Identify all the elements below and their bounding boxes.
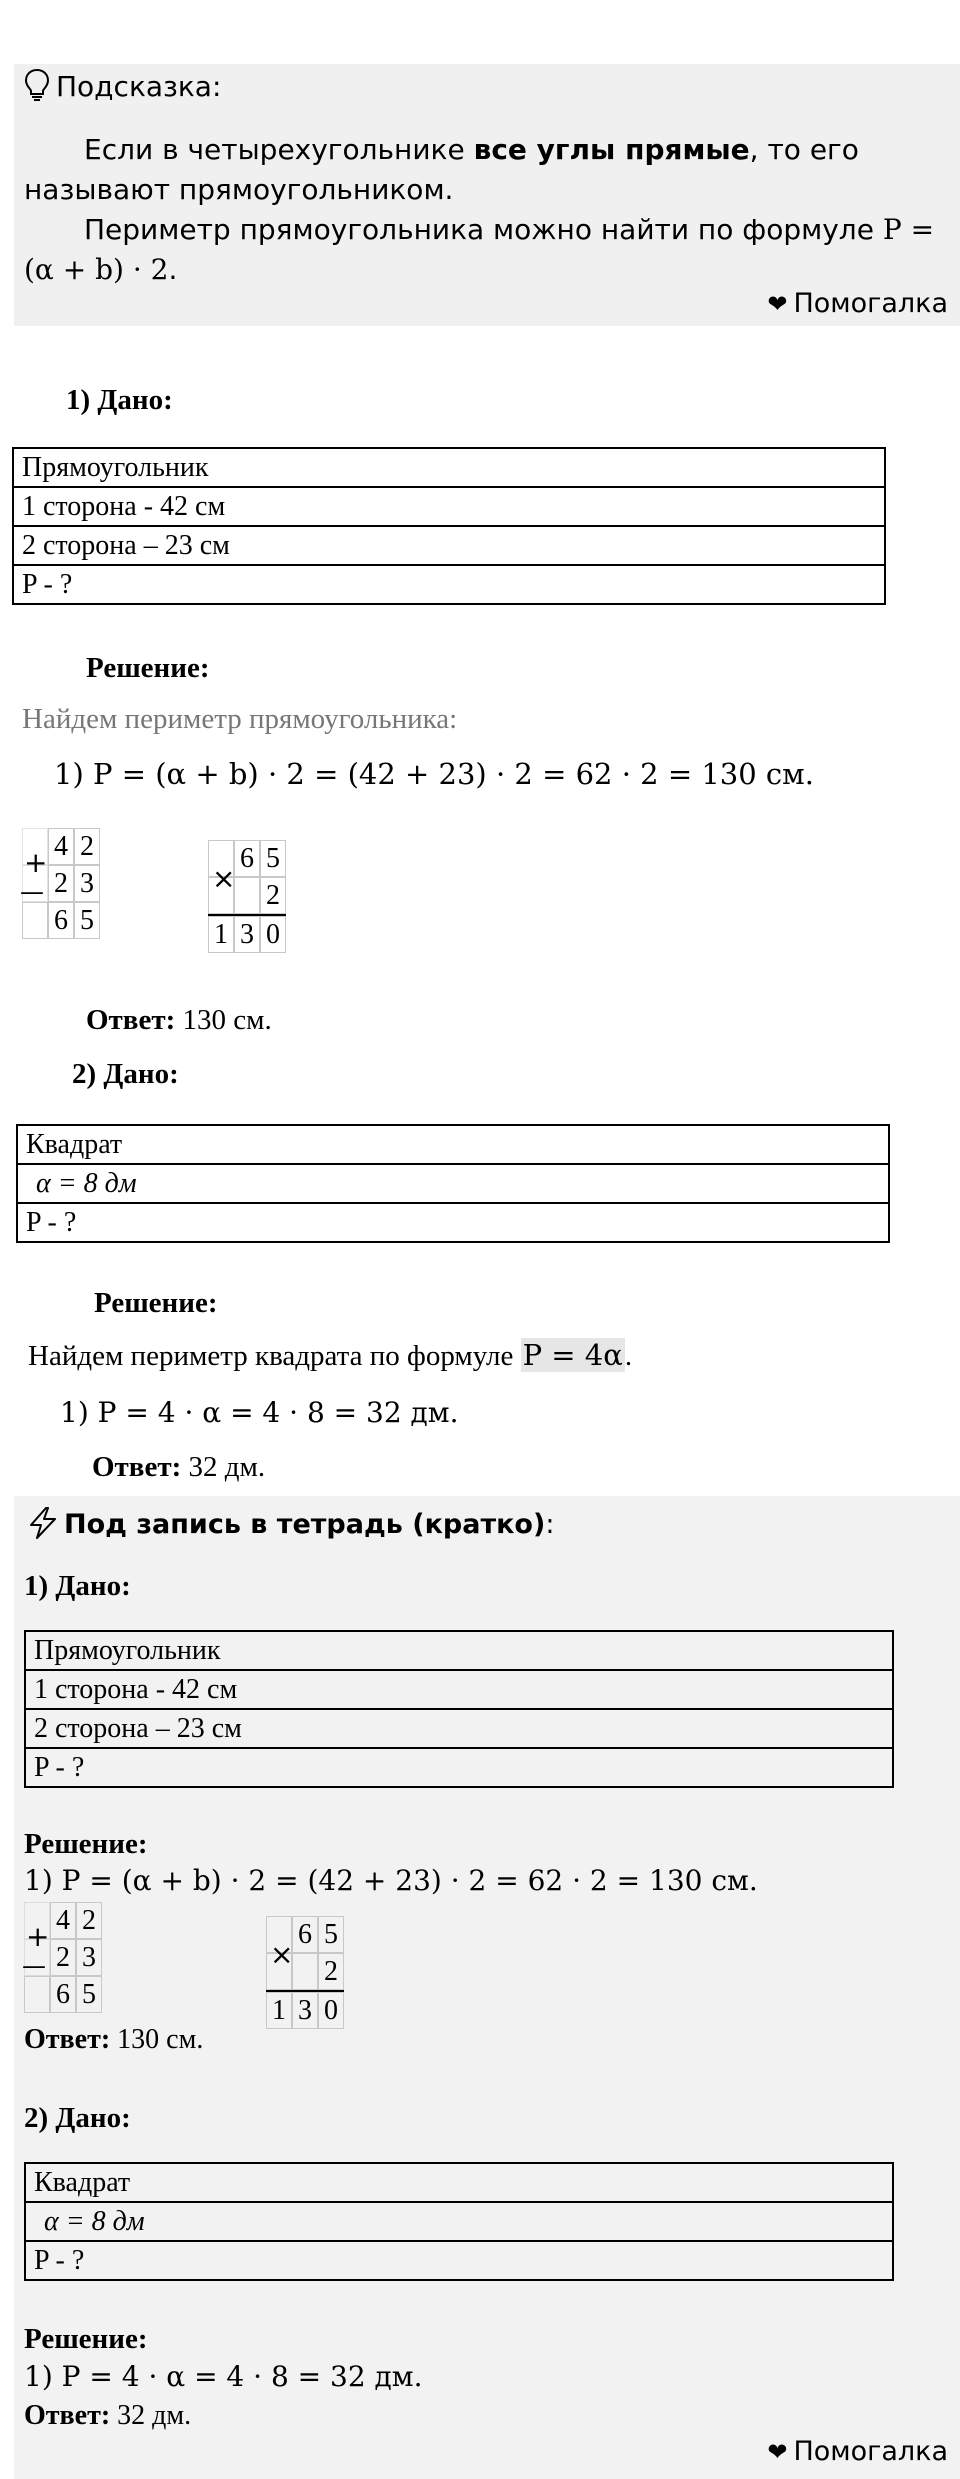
task2-intro: Найдем периметр квадрата по формуле P = 4α.: [28, 1338, 633, 1372]
given-cell: Прямоугольник: [25, 1631, 893, 1670]
minus-sign: —: [20, 878, 44, 906]
minus-sign: —: [22, 1952, 46, 1980]
given-cell: Квадрат: [17, 1125, 889, 1164]
task2-given-table: [16, 1124, 890, 1243]
lightbulb-icon: [24, 68, 50, 102]
nb-task1-heading: 1) Дано:: [24, 1570, 131, 1602]
heart-icon: ❤: [767, 290, 788, 318]
digit: 4: [50, 1902, 76, 1939]
nb-task2-heading: 2) Дано:: [24, 2102, 131, 2134]
given-cell: P - ?: [25, 2241, 893, 2280]
plus-sign: +: [26, 1920, 50, 1953]
given-cell: 1 сторона - 42 см: [25, 1670, 893, 1709]
digit: 5: [318, 1916, 344, 1953]
nb-task1-given-table: [24, 1630, 894, 1788]
task1-solution-label: Решение:: [86, 652, 210, 684]
given-cell: Прямоугольник: [13, 448, 885, 487]
given-cell: P - ?: [17, 1203, 889, 1242]
nb-task2-step: 1) P = 4 · α = 4 · 8 = 32 дм.: [24, 2360, 423, 2393]
digit: 2: [74, 828, 100, 865]
nb-task1-step: 1) P = (α + b) · 2 = (42 + 23) · 2 = 62 · 2 = 130 см.: [24, 1864, 758, 1897]
answer-label: Ответ:: [86, 1004, 176, 1036]
task2-step: 1) P = 4 · α = 4 · 8 = 32 дм.: [60, 1396, 459, 1429]
digit: 5: [76, 1976, 102, 2013]
brand-footer-top[interactable]: [767, 288, 948, 319]
digit: 3: [74, 865, 100, 902]
answer-label: Ответ:: [92, 1451, 182, 1483]
digit: 3: [76, 1939, 102, 1976]
result-line: [208, 914, 286, 916]
lightning-icon: [26, 1506, 60, 1540]
digit: 1: [208, 916, 234, 953]
answer-value: 130 см.: [110, 2024, 204, 2055]
answer-value: 32 дм.: [110, 2400, 192, 2431]
given-cell: Квадрат: [25, 2163, 893, 2202]
digit: 5: [74, 902, 100, 939]
answer-value: 32 дм.: [181, 1451, 266, 1483]
given-cell: 1 сторона - 42 см: [13, 487, 885, 526]
hint-paragraph-1: Если в четырехугольнике все углы прямые, то его называют прямоугольником.: [24, 133, 859, 206]
given-cell: 2 сторона – 23 см: [25, 1709, 893, 1748]
nb-task1-solution-label: Решение:: [24, 1828, 148, 1860]
hint-bold-text: все углы прямые: [473, 133, 750, 166]
formula-highlight: P = 4α: [522, 1338, 623, 1372]
digit: 2: [318, 1953, 344, 1990]
digit: 5: [260, 840, 286, 877]
digit: 3: [292, 1992, 318, 2029]
nb-task2-solution-label: Решение:: [24, 2323, 148, 2355]
task1-given-table: [12, 447, 886, 605]
given-cell: P - ?: [25, 1748, 893, 1787]
nb-task2-answer: [24, 2400, 191, 2432]
digit: 0: [318, 1992, 344, 2029]
digit: 2: [76, 1902, 102, 1939]
notebook-header: Под запись в тетрадь (кратко):: [26, 1506, 554, 1540]
digit: 2: [48, 865, 74, 902]
task1-step: 1) P = (α + b) · 2 = (42 + 23) · 2 = 62 · 2 = 130 см.: [54, 757, 814, 791]
task2-heading: 2) Дано:: [72, 1058, 179, 1090]
given-cell: α = 8 дм: [17, 1164, 889, 1203]
answer-label: Ответ:: [24, 2400, 111, 2431]
given-cell: 2 сторона – 23 см: [13, 526, 885, 565]
given-cell: P - ?: [13, 565, 885, 604]
brand-label: Помогалка: [793, 288, 948, 319]
plus-sign: +: [24, 846, 48, 879]
result-line: [266, 1990, 344, 1992]
hint-paragraph-2: Периметр прямоугольника можно найти по формуле P = (α + b) · 2.: [24, 213, 935, 286]
notebook-title: Под запись в тетрадь (кратко): [64, 1509, 546, 1540]
digit: 6: [50, 1976, 76, 2013]
digit: 6: [292, 1916, 318, 1953]
answer-label: Ответ:: [24, 2024, 111, 2055]
digit: 0: [260, 916, 286, 953]
digit: 1: [266, 1992, 292, 2029]
digit: 6: [48, 902, 74, 939]
hint-formula: P = (α + b) · 2: [24, 213, 935, 286]
nb-task2-given-table: [24, 2162, 894, 2281]
nb-task1-answer: [24, 2024, 203, 2056]
answer-value: 130 см.: [175, 1004, 272, 1036]
heart-icon: ❤: [767, 2438, 788, 2466]
digit: 6: [234, 840, 260, 877]
times-sign: ×: [270, 1938, 294, 1971]
digit: 4: [48, 828, 74, 865]
task1-intro: Найдем периметр прямоугольника:: [22, 703, 458, 735]
digit: 2: [50, 1939, 76, 1976]
hint-title: Подсказка:: [56, 70, 222, 103]
brand-footer-bottom[interactable]: [767, 2436, 948, 2467]
task2-solution-label: Решение:: [94, 1287, 218, 1319]
hint-header: [24, 68, 221, 103]
times-sign: ×: [212, 862, 236, 895]
digit: 2: [260, 877, 286, 914]
task1-heading: 1) Дано:: [66, 384, 173, 416]
digit: 3: [234, 916, 260, 953]
task1-answer: [86, 1004, 272, 1037]
task2-answer: [92, 1451, 265, 1484]
given-cell: α = 8 дм: [25, 2202, 893, 2241]
brand-label: Помогалка: [793, 2436, 948, 2467]
